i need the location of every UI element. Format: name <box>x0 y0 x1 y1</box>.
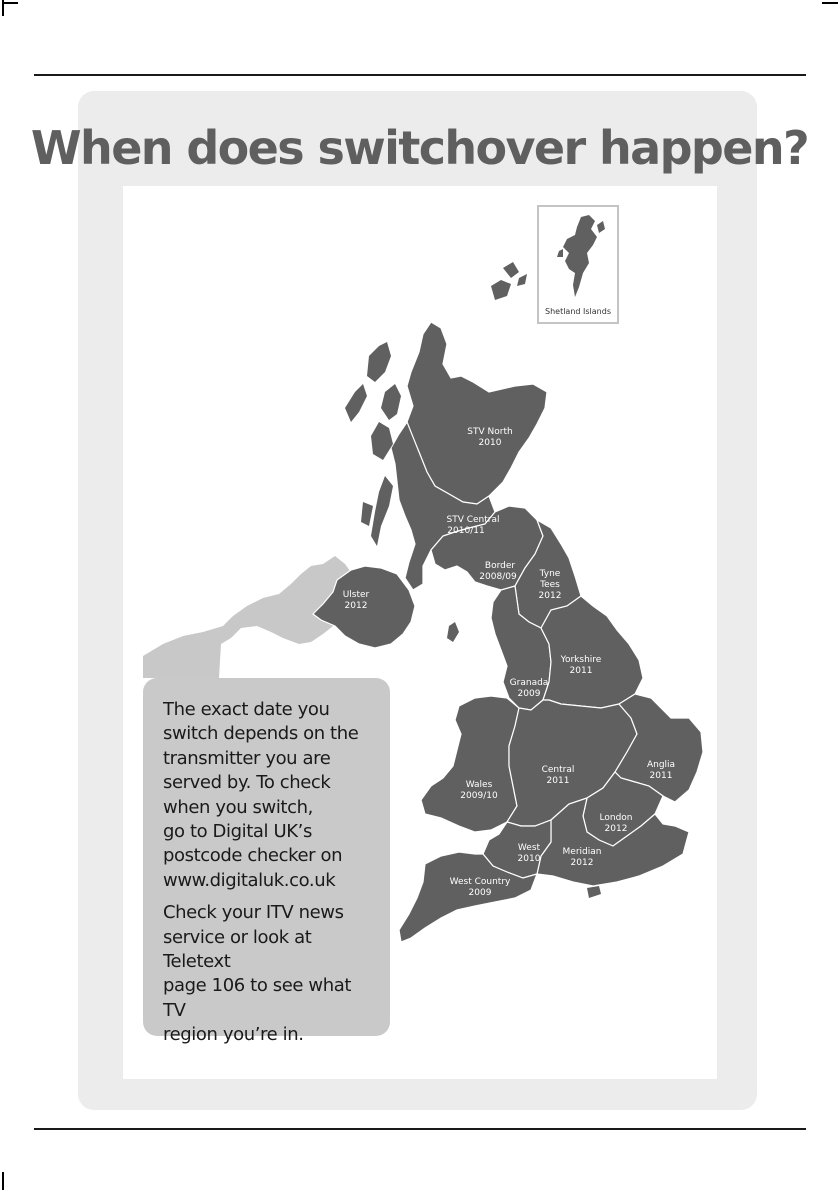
label-tyne-tees-name-2: Tees <box>540 580 560 590</box>
bottom-rule <box>34 1128 806 1130</box>
label-granada-name: Granada <box>509 678 549 688</box>
scottish-islands-west <box>345 342 401 546</box>
label-meridian-name: Meridian <box>562 847 602 857</box>
region-yorkshire <box>541 596 643 708</box>
label-stv-north-name: STV North <box>467 427 513 437</box>
label-yorkshire-name: Yorkshire <box>560 655 602 665</box>
isle-of-man <box>447 622 459 642</box>
label-west-name: West <box>517 843 541 853</box>
label-anglia-date: 2011 <box>649 771 673 781</box>
top-rule <box>34 74 806 76</box>
shetland-map <box>539 207 617 297</box>
page-title: When does switchover happen? <box>30 121 809 175</box>
crop-mark-top-right <box>822 2 838 4</box>
label-stv-central-name: STV Central <box>446 515 500 525</box>
label-central-name: Central <box>541 765 575 775</box>
label-london-date: 2012 <box>604 824 628 834</box>
label-border-name: Border <box>484 561 516 571</box>
label-wales-name: Wales <box>465 780 493 790</box>
shetland-landmass <box>557 215 605 297</box>
label-wales-date: 2009/10 <box>460 791 498 801</box>
isle-of-wight <box>587 886 601 898</box>
label-meridian-date: 2012 <box>570 858 594 868</box>
label-tyne-tees-date: 2012 <box>538 591 562 601</box>
orkney-islands <box>491 262 527 300</box>
region-wales <box>421 696 519 832</box>
label-stv-central-date: 2010/11 <box>447 526 485 536</box>
label-stv-north-date: 2010 <box>478 438 502 448</box>
info-box <box>143 678 390 1046</box>
label-ulster-date: 2012 <box>344 601 368 611</box>
label-tyne-tees-name: Tyne <box>539 569 561 579</box>
label-london-name: London <box>599 813 633 823</box>
label-granada-date: 2009 <box>517 689 541 699</box>
label-west-country-name: West Country <box>449 877 511 887</box>
label-west-country-date: 2009 <box>468 888 492 898</box>
label-yorkshire-date: 2011 <box>569 666 593 676</box>
crop-mark-bottom-left <box>2 1172 4 1190</box>
crop-mark-top-left-horizontal <box>2 2 18 4</box>
label-central-date: 2011 <box>546 776 570 786</box>
label-ulster-name: Ulster <box>342 590 370 600</box>
info-paragraph-1: The exact date you switch depends on the transmitter you are served by. To check when you switch, go to Digital UK’s postcode checker on www.digitaluk.co.uk <box>163 699 359 891</box>
info-paragraph-2: Check your ITV news service or look at Teletext page 106 to see what TV region you’re in. <box>163 902 352 1046</box>
shetland-inset <box>537 205 619 324</box>
label-west-date: 2010 <box>517 854 541 864</box>
label-border-date: 2008/09 <box>479 572 517 582</box>
shetland-label: Shetland Islands <box>545 307 611 316</box>
label-anglia-name: Anglia <box>646 760 676 770</box>
